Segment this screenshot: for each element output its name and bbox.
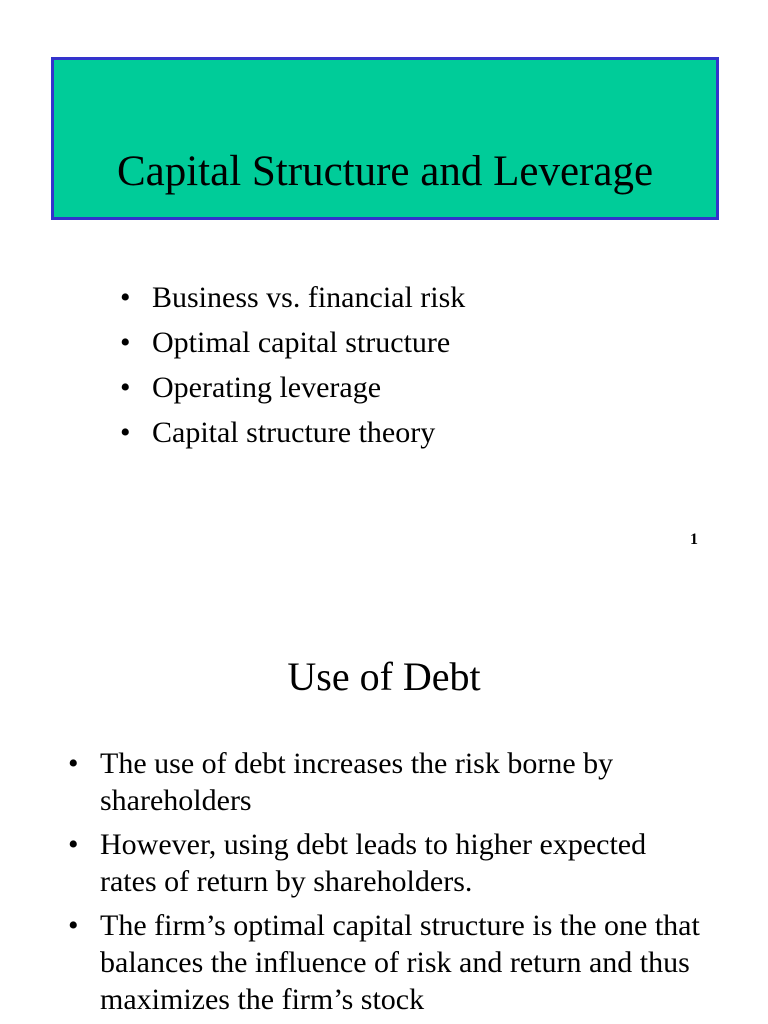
slide2-bullet-list xyxy=(68,745,708,1024)
list-item xyxy=(68,826,708,900)
slide1-bullet-list xyxy=(120,275,465,455)
bullet-text: The use of debt increases the risk borne by shareholders xyxy=(100,747,614,817)
slide1-title-box xyxy=(51,57,719,220)
bullet-text: Operating leverage xyxy=(152,371,382,404)
bullet-icon: • xyxy=(68,747,79,780)
bullet-icon: • xyxy=(68,828,79,861)
bullet-text: Optimal capital structure xyxy=(152,326,451,359)
slide2-title: Use of Debt xyxy=(287,654,481,699)
list-item xyxy=(120,275,465,320)
bullet-text: However, using debt leads to higher expected rates of return by shareholders. xyxy=(100,828,647,898)
bullet-icon: • xyxy=(120,281,131,314)
bullet-text: Capital structure theory xyxy=(152,416,436,449)
bullet-icon: • xyxy=(68,909,79,942)
list-item xyxy=(68,745,708,819)
bullet-icon: • xyxy=(120,326,131,359)
slide1-title: Capital Structure and Leverage xyxy=(116,148,654,195)
bullet-icon: • xyxy=(120,416,131,449)
bullet-text: The firm’s optimal capital structure is the one that balances the influence of risk and return and thus maximizes the firm’s stock xyxy=(100,909,700,1016)
list-item xyxy=(120,320,465,365)
bullet-icon: • xyxy=(120,371,131,404)
list-item xyxy=(120,410,465,455)
list-item xyxy=(68,907,708,1018)
bullet-text: Business vs. financial risk xyxy=(152,281,466,314)
page-number: 1 xyxy=(690,531,698,548)
list-item xyxy=(120,365,465,410)
